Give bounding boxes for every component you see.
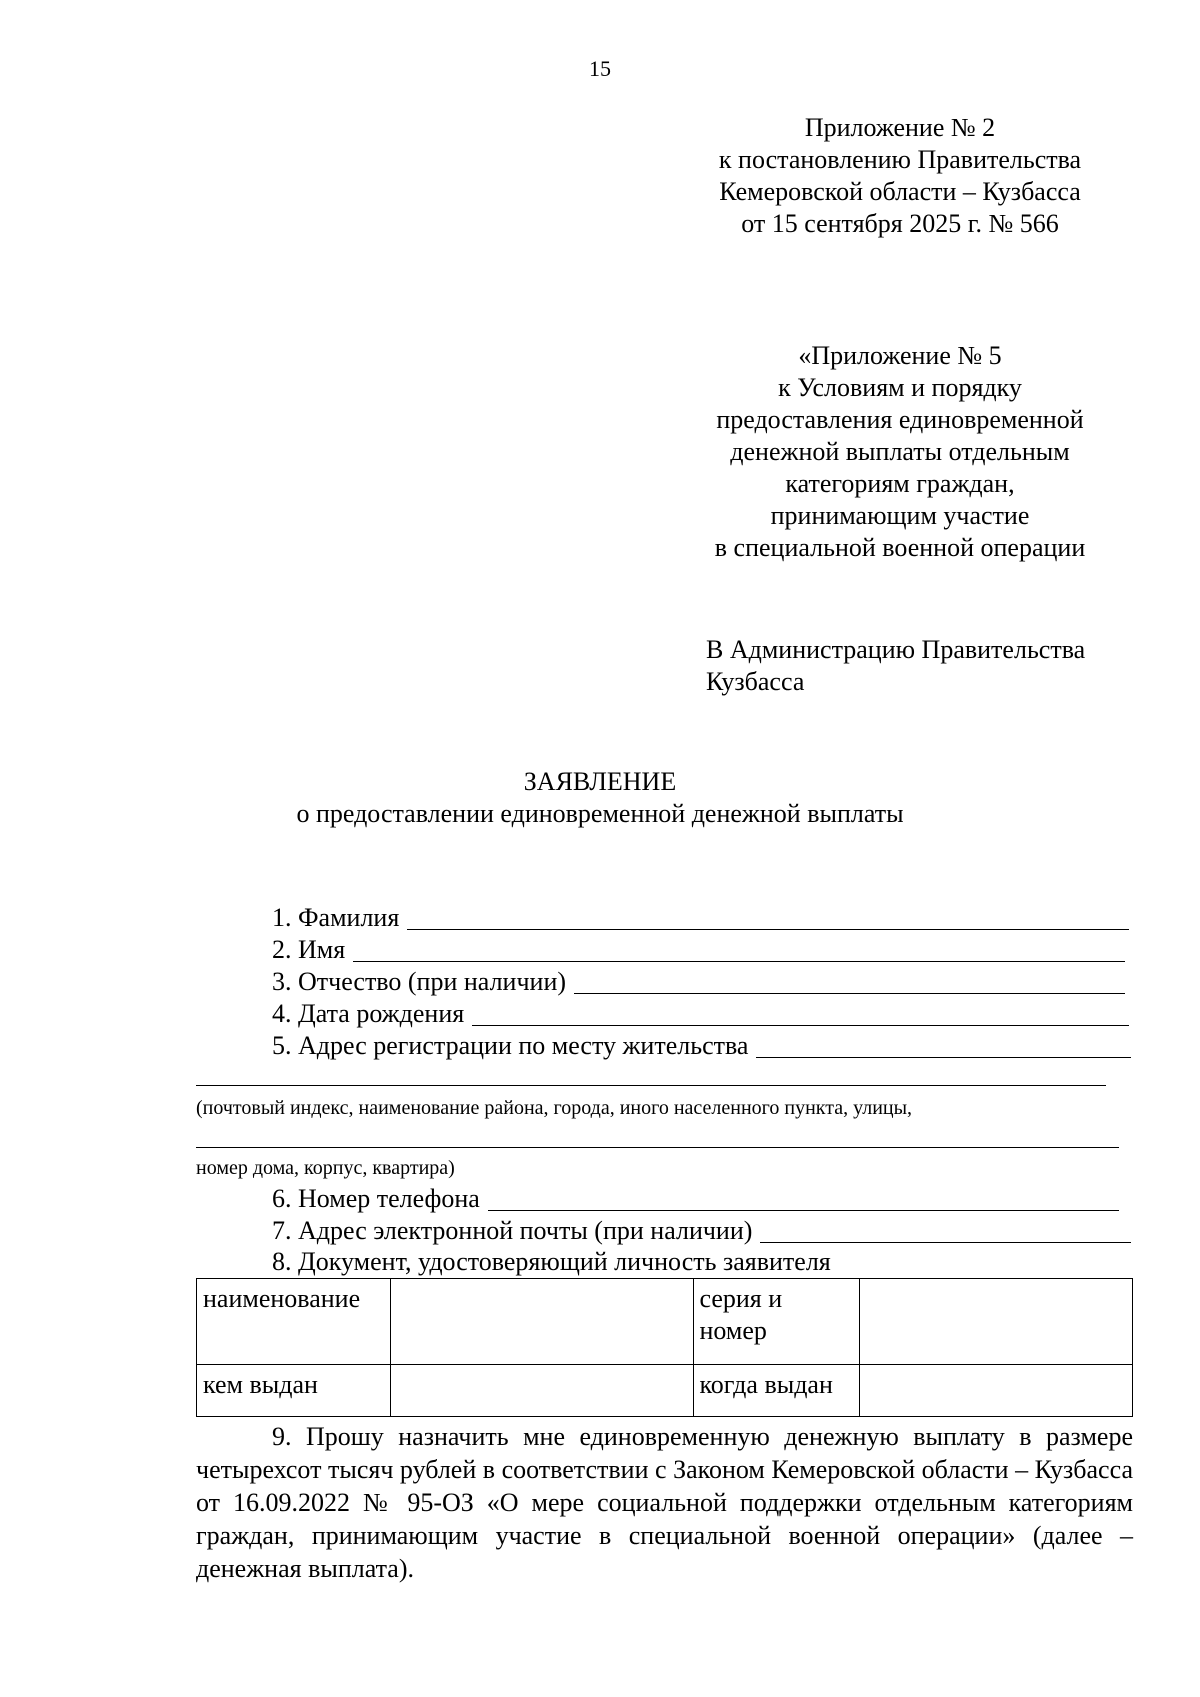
first-name-label: 2. Имя <box>272 935 346 964</box>
appendix-5-line: к Условиям и порядку <box>778 373 1022 402</box>
identity-document-heading <box>272 1246 1132 1278</box>
patronymic-label: 3. Отчество (при наличии) <box>272 967 567 996</box>
document-title: ЗАЯВЛЕНИЕ <box>523 767 677 796</box>
appendix-5-line: денежной выплаты отдельным <box>730 437 1070 466</box>
addressee-block <box>706 634 1146 698</box>
issued-when-label: когда выдан <box>699 1370 833 1399</box>
registration-address-input-line[interactable] <box>756 1057 1131 1058</box>
surname-field[interactable] <box>272 902 1129 934</box>
email-field[interactable] <box>272 1215 1131 1247</box>
table-row <box>197 1365 1133 1417</box>
birth-date-label: 4. Дата рождения <box>272 999 465 1028</box>
document-name-value-cell[interactable] <box>390 1279 693 1365</box>
appendix-2-line: к постановлению Правительства <box>718 145 1082 174</box>
issued-when-value-cell[interactable] <box>860 1365 1133 1417</box>
phone-input-line[interactable] <box>488 1210 1119 1211</box>
appendix-5-line: «Приложение № 5 <box>798 341 1002 370</box>
document-subtitle: о предоставлении единовременной денежной выплаты <box>296 799 904 828</box>
patronymic-field[interactable] <box>272 966 1125 998</box>
document-series-label-line: номер <box>699 1316 767 1345</box>
appendix-2-line: от 15 сентября 2025 г. № 566 <box>741 209 1059 238</box>
birth-date-input-line[interactable] <box>472 1025 1129 1026</box>
registration-address-label: 5. Адрес регистрации по месту жительства <box>272 1031 749 1060</box>
phone-field[interactable] <box>272 1183 1119 1215</box>
document-series-value-cell[interactable] <box>860 1279 1133 1365</box>
surname-input-line[interactable] <box>407 929 1129 930</box>
address-hint-1: (почтовый индекс, наименование района, города, иного населенного пункта, улицы, <box>196 1097 913 1119</box>
document-series-label-cell <box>693 1279 860 1365</box>
identity-document-label: 8. Документ, удостоверяющий личность заявителя <box>272 1247 831 1276</box>
address-hint-2: номер дома, корпус, квартира) <box>196 1157 455 1179</box>
table-row <box>197 1279 1133 1365</box>
addressee-line: Кузбасса <box>706 667 805 696</box>
addressee-line: В Администрацию Правительства <box>706 635 1086 664</box>
appendix-5-header <box>680 340 1120 564</box>
patronymic-input-line[interactable] <box>574 993 1125 994</box>
first-name-field[interactable] <box>272 934 1125 966</box>
appendix-5-line: категориям граждан, <box>785 469 1015 498</box>
address-continuation-line-2[interactable] <box>196 1147 1119 1148</box>
appendix-2-line: Кемеровской области – Кузбасса <box>719 177 1081 206</box>
document-name-label: наименование <box>203 1284 361 1313</box>
appendix-2-header <box>680 112 1120 240</box>
appendix-5-line: предоставления единовременной <box>716 405 1084 434</box>
birth-date-field[interactable] <box>272 998 1129 1030</box>
issued-by-value-cell[interactable] <box>390 1365 693 1417</box>
appendix-5-line: принимающим участие <box>770 501 1030 530</box>
issued-when-label-cell <box>693 1365 860 1417</box>
surname-label: 1. Фамилия <box>272 903 400 932</box>
first-name-input-line[interactable] <box>353 961 1125 962</box>
issued-by-label: кем выдан <box>203 1370 318 1399</box>
appendix-2-line: Приложение № 2 <box>804 113 996 142</box>
document-series-label-line: серия и <box>699 1284 783 1313</box>
email-input-line[interactable] <box>760 1242 1131 1243</box>
phone-label: 6. Номер телефона <box>272 1184 480 1213</box>
issued-by-label-cell <box>197 1365 391 1417</box>
appendix-5-line: в специальной военной операции <box>714 533 1086 562</box>
identity-document-table <box>196 1278 1133 1417</box>
document-name-label-cell <box>197 1279 391 1365</box>
payment-request-paragraph: 9. Прошу назначить мне единовременную денежную выплату в размере четырехсот тысяч рублей в соответствии с Законом Кемеровской области – Кузбасса от 16.09.2022 № 95-ОЗ «О мере социальной поддержки отдельным категориям граждан, принимающим участие в специальной военной операции» (далее – денежная выплата). <box>196 1422 1133 1583</box>
registration-address-field[interactable] <box>272 1030 1131 1062</box>
email-label: 7. Адрес электронной почты (при наличии) <box>272 1216 753 1245</box>
page-number: 15 <box>589 56 611 81</box>
address-continuation-line-1[interactable] <box>196 1085 1106 1086</box>
